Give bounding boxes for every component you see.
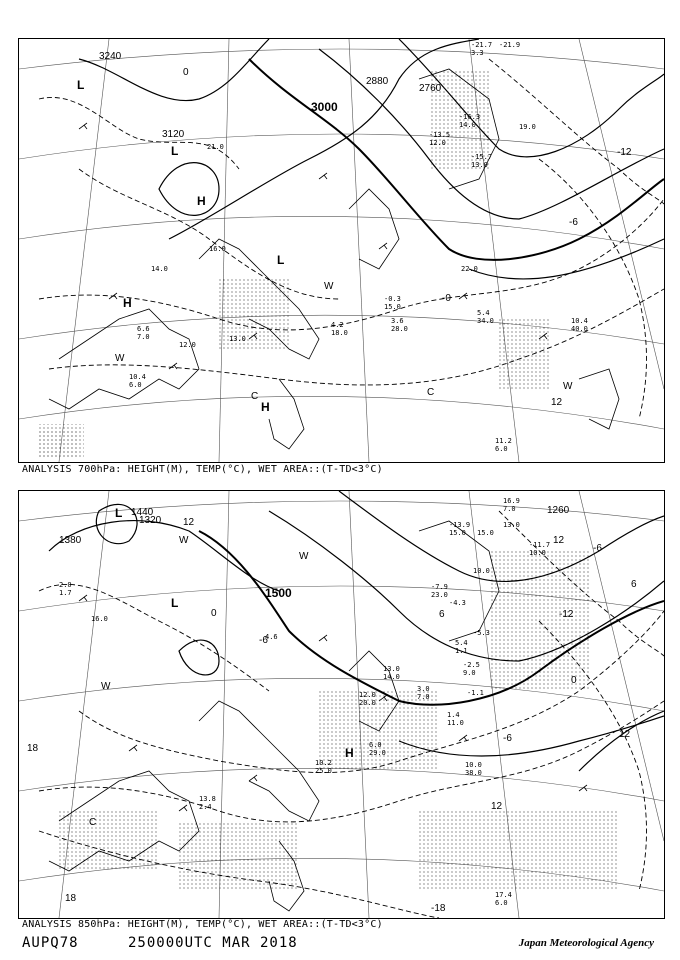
caption-850hpa: ANALYSIS 850hPa: HEIGHT(M), TEMP(°C), WET AREA::(T-TD<3°C) xyxy=(22,919,383,930)
station-value: 40.0 xyxy=(571,325,588,333)
station-value: -11.7 xyxy=(529,541,551,549)
station-value: 9.0 xyxy=(463,669,476,677)
station-value: 20.0 xyxy=(359,699,376,707)
station-value: 16.0 xyxy=(91,615,108,623)
isotherm-labels xyxy=(183,67,632,408)
height-labels xyxy=(99,51,442,140)
station-value: 13.0 xyxy=(229,335,246,343)
station-value: 15.0 xyxy=(477,529,494,537)
station-value: -7.9 xyxy=(431,583,448,591)
station-value: -21.9 xyxy=(499,41,521,49)
station-value: 3.0 xyxy=(417,685,430,693)
station-value: 5.4 xyxy=(455,639,468,647)
station-value: -1.1 xyxy=(467,689,484,697)
station-value: -16.3 xyxy=(459,113,481,121)
station-value: 13.0 xyxy=(471,161,488,169)
station-value: 1.7 xyxy=(59,589,72,597)
station-value: 14.0 xyxy=(383,673,400,681)
isotherms xyxy=(39,59,664,419)
height-label: 1380 xyxy=(59,535,82,546)
warm-center-label: W xyxy=(324,281,334,292)
low-center-label: L xyxy=(115,506,123,520)
station-value: 17.4 xyxy=(495,891,512,899)
station-value: 6.0 xyxy=(129,381,142,389)
station-value: 10.4 xyxy=(571,317,588,325)
isotherm-label: 18 xyxy=(65,893,77,904)
height-label: 3120 xyxy=(162,129,185,140)
station-value: 4.6 xyxy=(265,633,278,641)
station-value: 1.1 xyxy=(455,647,468,655)
station-value: 6.6 xyxy=(137,325,150,333)
wet-area-south xyxy=(179,821,299,891)
station-value: -21.7 xyxy=(471,41,493,49)
wet-area-sw xyxy=(59,811,159,871)
station-value: 5.4 xyxy=(477,309,490,317)
isotherm-label: -18 xyxy=(431,903,446,914)
low-center-label: L xyxy=(77,78,85,92)
high-center-label: H xyxy=(197,194,206,208)
station-value: 25.0 xyxy=(315,767,332,775)
map-850hpa-svg xyxy=(19,491,664,918)
warm-center-label: W xyxy=(563,381,573,392)
station-value: 12.0 xyxy=(359,691,376,699)
warm-center-label: W xyxy=(115,353,125,364)
station-value: 19.0 xyxy=(519,123,536,131)
height-label: 3000 xyxy=(311,100,338,114)
station-value: 28.0 xyxy=(391,325,408,333)
graticule xyxy=(19,39,664,462)
isotherm-label: 12 xyxy=(553,535,565,546)
low-center-label: L xyxy=(171,144,179,158)
station-value: 11.0 xyxy=(447,719,464,727)
station-value: 10.2 xyxy=(315,759,332,767)
station-value: -0.3 xyxy=(384,295,401,303)
pressure-centers xyxy=(77,78,434,402)
wet-area-sw xyxy=(39,424,84,459)
wet-area-center xyxy=(319,691,439,771)
isotherm-label: 0 xyxy=(211,608,217,619)
warm-center-label: W xyxy=(179,535,189,546)
cold-center-label: C xyxy=(251,391,259,402)
station-value: 11.2 xyxy=(495,437,512,445)
station-value: 12.0 xyxy=(179,341,196,349)
isotherm-label: -12 xyxy=(559,609,574,620)
station-value: 13.8 xyxy=(199,795,216,803)
station-value: 3.3 xyxy=(471,49,484,57)
station-value: -5.3 xyxy=(473,629,490,637)
station-value: 6.0 xyxy=(495,899,508,907)
isotherm-label: -6 xyxy=(569,217,578,228)
caption-700hpa: ANALYSIS 700hPa: HEIGHT(M), TEMP(°C), WET AREA::(T-TD<3°C) xyxy=(22,464,383,475)
station-value: 14.0 xyxy=(151,265,168,273)
isotherm-label: 12 xyxy=(619,729,631,740)
station-value: -15.7 xyxy=(471,153,493,161)
station-value: 16.0 xyxy=(209,245,226,253)
height-label: 2880 xyxy=(366,76,389,87)
station-value: 10.0 xyxy=(529,549,546,557)
height-label: 1500 xyxy=(265,586,292,600)
height-label: 1440 xyxy=(131,507,154,518)
height-contours xyxy=(79,39,664,279)
isotherm-label: 12 xyxy=(551,397,563,408)
isotherm-label: -6 xyxy=(593,543,602,554)
station-value: 2.4 xyxy=(199,803,212,811)
station-value: 22.0 xyxy=(461,265,478,273)
cold-center-label: C xyxy=(427,387,435,398)
station-value: 10.0 xyxy=(465,761,482,769)
station-value: 34.0 xyxy=(477,317,494,325)
isotherm-label: -6 xyxy=(503,733,512,744)
station-value: 7.0 xyxy=(503,505,516,513)
station-value: -2.5 xyxy=(463,661,480,669)
cold-center-label: C xyxy=(89,817,97,828)
station-value: 3.6 xyxy=(391,317,404,325)
high-center-label: H xyxy=(345,746,354,760)
station-value: 10.4 xyxy=(129,373,146,381)
station-value: 38.0 xyxy=(465,769,482,777)
station-value: 18.0 xyxy=(331,329,348,337)
height-label: 1260 xyxy=(547,505,570,516)
agency-credit: Japan Meteorological Agency xyxy=(518,937,654,949)
station-value: -4.3 xyxy=(449,599,466,607)
valid-time: 250000UTC MAR 2018 xyxy=(128,935,298,951)
station-value: 7.0 xyxy=(417,693,430,701)
station-value: 23.0 xyxy=(431,591,448,599)
map-panel-700hpa xyxy=(18,38,665,463)
station-value: 2.0 xyxy=(59,581,72,589)
station-value: 7.0 xyxy=(137,333,150,341)
station-value: -13.9 xyxy=(449,521,471,529)
high-center-label: H xyxy=(123,296,132,310)
station-value: 6.0 xyxy=(495,445,508,453)
pressure-centers xyxy=(115,506,354,760)
warm-center-label: W xyxy=(101,681,111,692)
isotherm-label: 0 xyxy=(571,675,577,686)
low-center-label: L xyxy=(277,253,285,267)
station-value: 21.0 xyxy=(207,143,224,151)
station-values xyxy=(129,41,588,453)
isotherm-label: 6 xyxy=(631,579,637,590)
station-value: 13.0 xyxy=(383,665,400,673)
wet-area-east xyxy=(499,319,549,389)
station-value: 4.2 xyxy=(331,321,344,329)
map-700hpa-svg xyxy=(19,39,664,462)
isotherm-label: 18 xyxy=(27,743,39,754)
isotherm-label: 6 xyxy=(439,609,445,620)
chart-id: AUPQ78 xyxy=(22,935,79,951)
low-center-label: L xyxy=(171,596,179,610)
high-center-label: H xyxy=(261,400,270,414)
isotherm-label: 12 xyxy=(491,801,503,812)
isotherm-label: -12 xyxy=(617,147,632,158)
station-value: 13.0 xyxy=(503,521,520,529)
height-label: 2760 xyxy=(419,83,442,94)
map-panel-850hpa xyxy=(18,490,665,919)
station-value: 6.0 xyxy=(369,741,382,749)
station-value: 1.4 xyxy=(447,711,460,719)
isotherm-label: 0 xyxy=(183,67,189,78)
height-label: 3240 xyxy=(99,51,122,62)
warm-center-label: W xyxy=(299,551,309,562)
station-value: -13.5 xyxy=(429,131,451,139)
height-label: 1320 xyxy=(139,515,162,526)
station-value: 14.0 xyxy=(459,121,476,129)
station-value: 10.0 xyxy=(473,567,490,575)
isotherm-label: -0 xyxy=(442,293,451,304)
wet-area-southeast xyxy=(419,811,619,891)
station-value: 15.0 xyxy=(449,529,466,537)
station-value: 15.0 xyxy=(384,303,401,311)
station-value: 16.9 xyxy=(503,497,520,505)
station-value: 12.0 xyxy=(429,139,446,147)
station-value: 29.0 xyxy=(369,749,386,757)
isotherm-label: 12 xyxy=(183,517,195,528)
isotherm-label: -6 xyxy=(259,635,268,646)
